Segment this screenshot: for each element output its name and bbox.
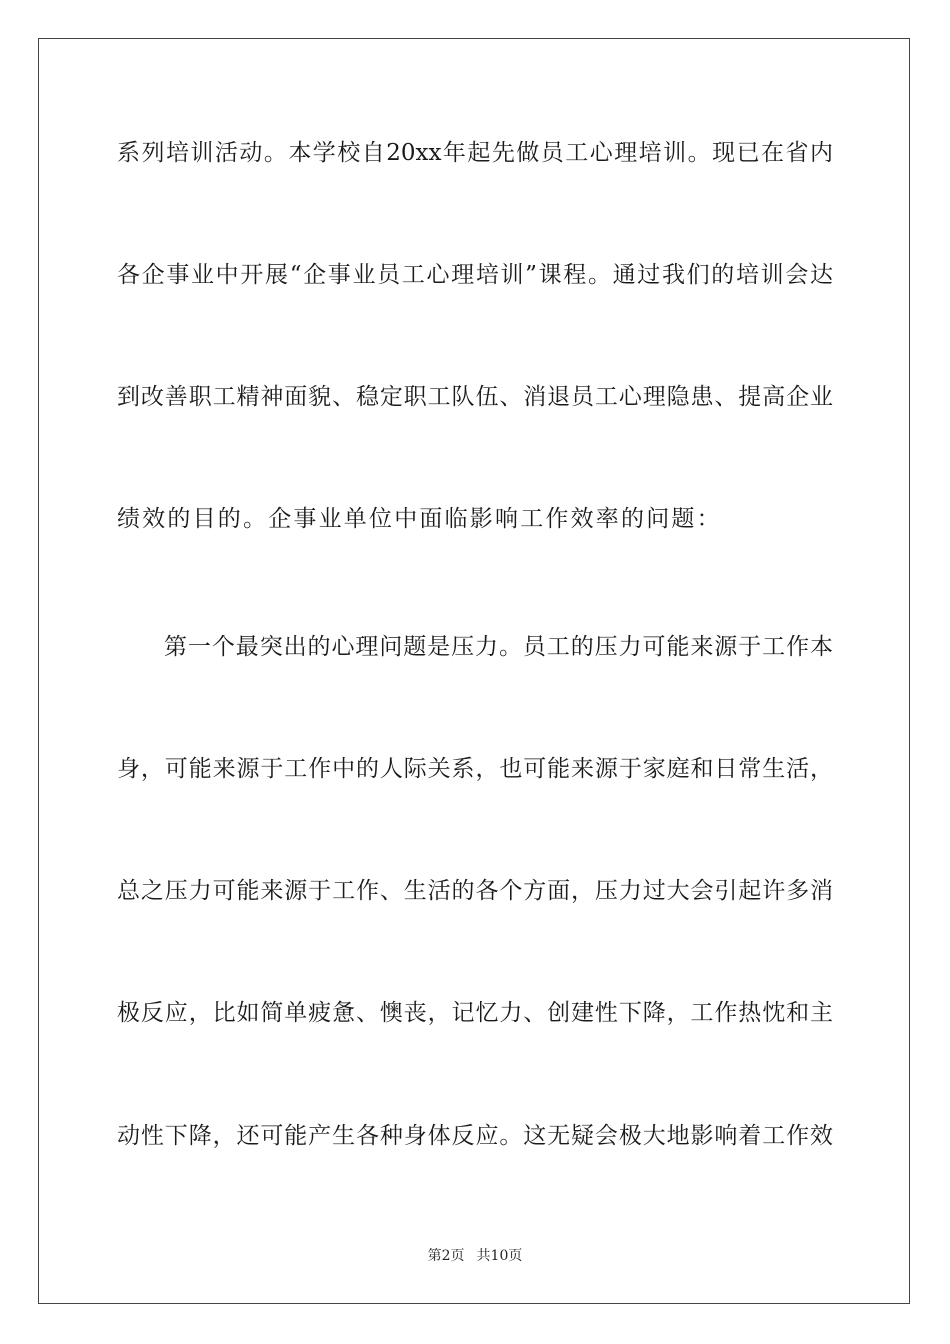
- text-line-2: 各企事业中开展“企事业员工心理培训”课程。通过我们的培训会达: [117, 262, 833, 288]
- page-total: 共10页: [476, 1248, 523, 1264]
- text-line-9: 动性下降，还可能产生各种身体反应。这无疑会极大地影响着工作效: [117, 1123, 833, 1149]
- text-line-5: 第一个最突出的心理问题是压力。员工的压力可能来源于工作本: [164, 634, 833, 660]
- text-line-7: 总之压力可能来源于工作、生活的各个方面，压力过大会引起许多消: [117, 878, 833, 904]
- text-line-1: 系列培训活动。本学校自20xx年起先做员工心理培训。现已在省内: [117, 140, 833, 166]
- page-footer: [0, 1247, 950, 1265]
- text-line-3: 到改善职工精神面貌、稳定职工队伍、消退员工心理隐患、提高企业: [117, 384, 833, 410]
- text-line-8: 极反应，比如简单疲惫、懊丧，记忆力、创建性下降，工作热忱和主: [117, 1000, 833, 1026]
- page-border: [38, 38, 910, 1304]
- text-line-6: 身，可能来源于工作中的人际关系，也可能来源于家庭和日常生活，: [117, 756, 833, 782]
- text-line-4: 绩效的目的。企事业单位中面临影响工作效率的问题：: [117, 506, 722, 532]
- page-number: 第2页: [427, 1248, 465, 1264]
